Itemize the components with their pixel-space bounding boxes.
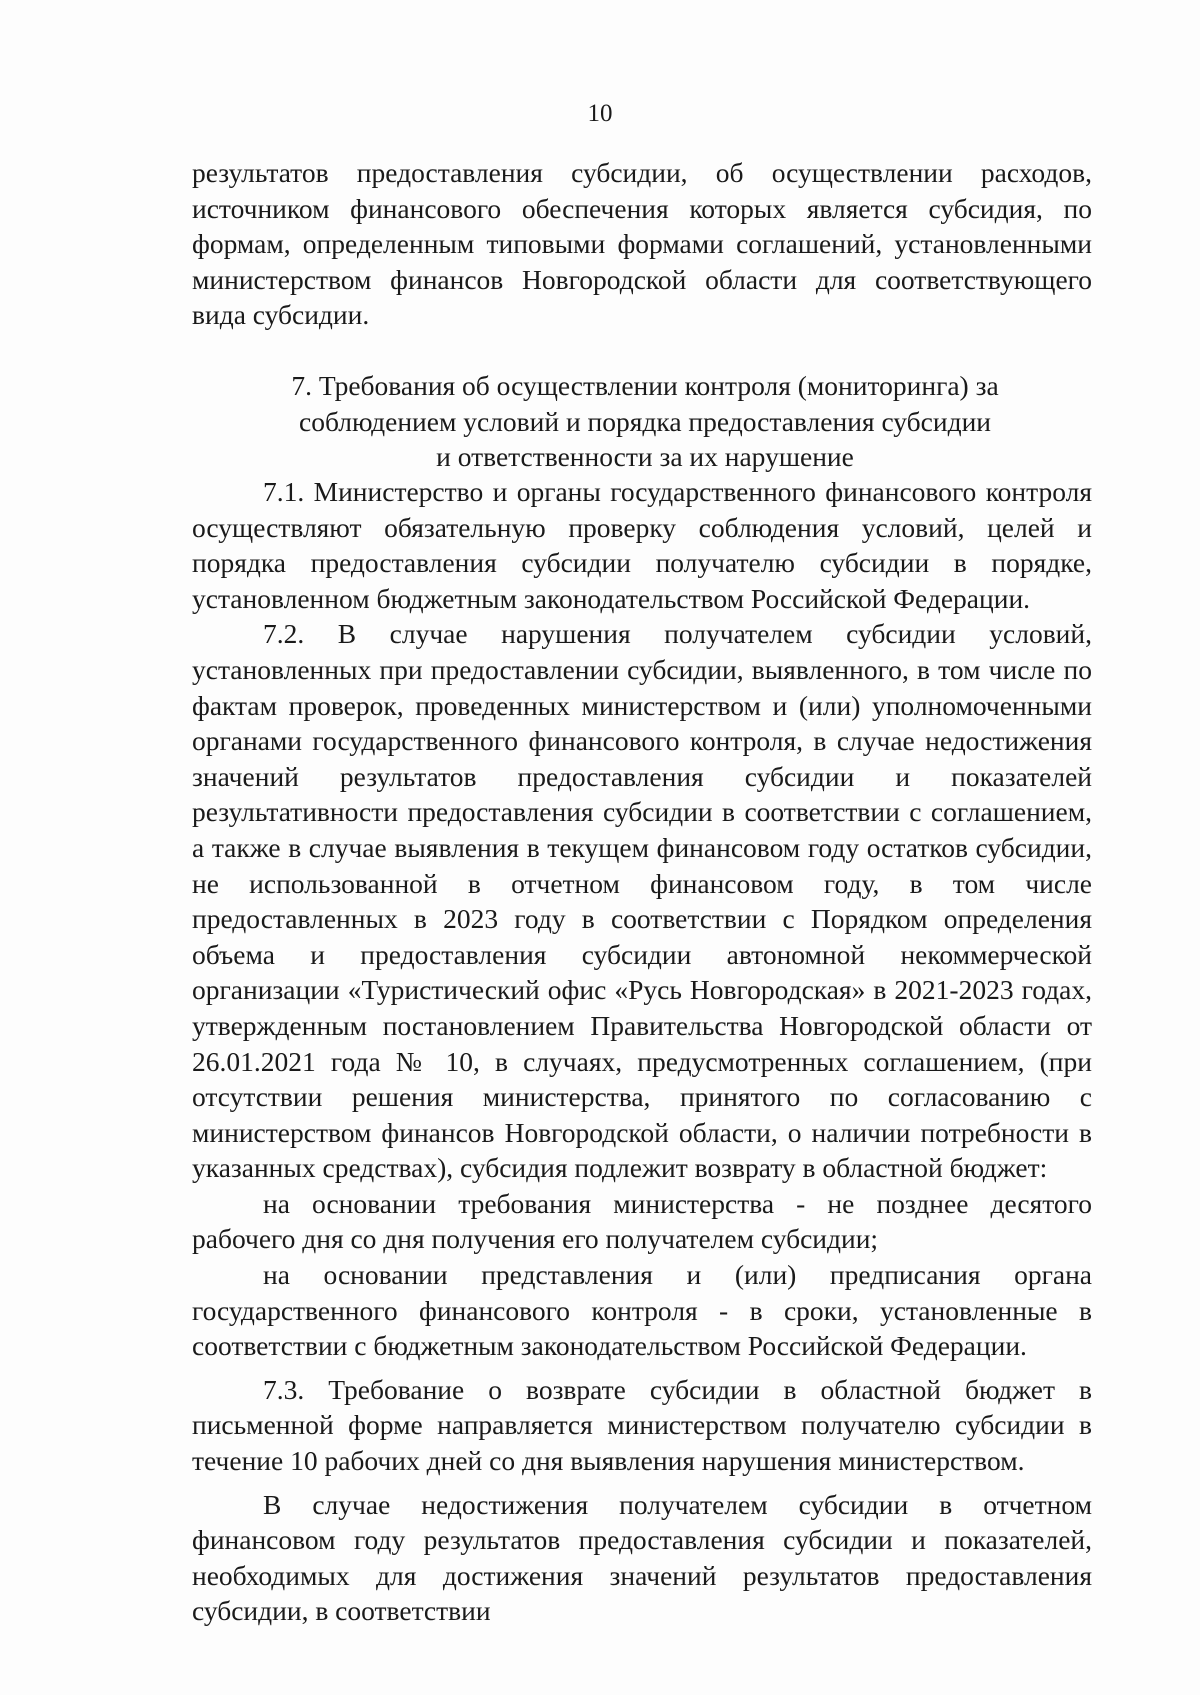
paragraph-7-2: 7.2. В случае нарушения получателем субсидии условий, установленных при предоставлении субсидии, выявленного, в том числе по фактам проверок, проведенных министерством и (или) уполномоченными органами государственного финансового контроля, в случае недостижения значений результатов предоставления субсидии и показателей результативности предоставления субсидии в соответствии с соглашением, а также в случае выявления в текущем финансовом году остатков субсидии, не использованной в отчетном финансовом году, в том числе предоставленных в 2023 году в соответствии с Порядком определения объема и предоставления субсидии автономной некоммерческой организации «Туристический офис «Русь Новгородская» в 2021-2023 годах, утвержденным постановлением Правительства Новгородской области от 26.01.2021 года № 10, в случаях, предусмотренных соглашением, (при отсутствии решения министерства, принятого по согласованию с министерством финансов Новгородской области, о наличии потребности в указанных средствах), субсидия подлежит возврату в областной бюджет: xyxy=(192,618,1092,1184)
paragraph-7-2-requirement: на основании требования министерства - не позднее десятого рабочего дня со дня получения его получателем субсидии; xyxy=(192,1187,1092,1255)
section-body xyxy=(192,474,1092,1629)
paragraph-7-3: 7.3. Требование о возврате субсидии в областной бюджет в письменной форме направляется министерством получателю субсидии в течение 10 рабочих дней со дня выявления нарушения министерством. xyxy=(192,1373,1092,1477)
paragraph-non-achievement: В случае недостижения получателем субсидии в отчетном финансовом году результатов предоставления субсидии и показателей, необходимых для достижения значений результатов предоставления субсидии, в соответствии xyxy=(192,1488,1092,1627)
section-heading-line-2: соблюдением условий и порядка предоставления субсидии xyxy=(298,405,992,437)
paragraph-7-2-order: на основании представления и (или) предписания органа государственного финансового контроля - в сроки, установленные в соответствии с бюджетным законодательством Российской Федерации. xyxy=(192,1259,1092,1362)
intro-paragraph: результатов предоставления субсидии, об осуществлении расходов, источником финансового обеспечения которых является субсидия, по формам, определенным типовыми формами соглашений, установленными министерством финансов Новгородской области для соответствующего вида субсидии. xyxy=(192,157,1092,331)
section-heading xyxy=(200,368,1090,475)
paragraph-7-1: 7.1. Министерство и органы государственного финансового контроля осуществляют обязательную проверку соблюдения условий, целей и порядка предоставления субсидии получателю субсидии в порядке, установленном бюджетным законодательством Российской Федерации. xyxy=(192,476,1092,614)
section-heading-line-3: и ответственности за их нарушение xyxy=(436,441,854,473)
section-heading-line-1: 7. Требования об осуществлении контроля (мониторинга) за xyxy=(291,370,999,401)
page-number: 10 xyxy=(587,100,613,127)
intro-paragraph-block xyxy=(192,155,1092,333)
